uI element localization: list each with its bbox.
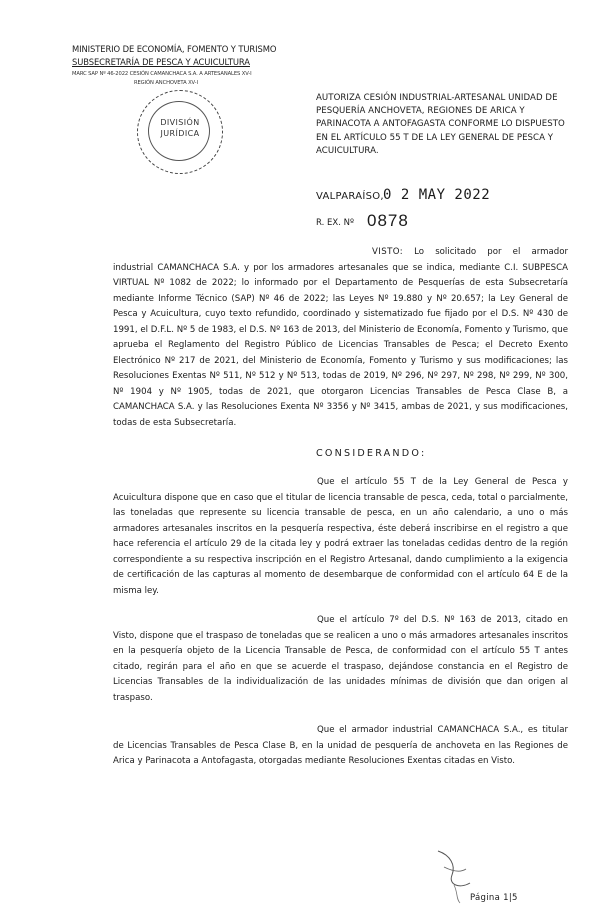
visto-text: Lo solicitado por el armador industrial CAMANCHACA S.A. y por los armadores artesanales que se indica, mediante C.I. SUBPESCA VIRTUAL Nº 1082 de 2022; lo informado por el Departamento de Pesquerías de esta Subsecretaría mediante Informe Técnico (SAP) Nº 46 de 2022; las Leyes Nº 19.880 y Nº 20.657; la Ley General de Pesca y Acuicultura, cuyo texto refundido, coordinado y sistematizado fue fijado por el D.S. Nº 430 de 1991, el D.F.L. Nº 5 de 1983, el D.S. Nº 163 de 2013, del Ministerio de Economía, Fomento y Turismo, que aprueba el Reglamento del Registro Público de Licencias Transables de Pesca; el Decreto Exento Electrónico Nº 217 de 2021, del Ministerio de Economía, Fomento y Turismo y sus modificaciones; las Resoluciones Exentas Nº 511, Nº 512 y Nº 513, todas de 2019, Nº 296, Nº 297, Nº 298, Nº 299, Nº 300, Nº 1904 y Nº 1905, todas de 2021, que otorgaron Licencias Transables de Pesca Clase B, a CAMANCHACA S.A. y las Resoluciones Exenta Nº 3356 y Nº 3415, ambas de 2021, y sus modificaciones, todas de esta Subsecretaría. (113, 247, 569, 428)
considerando-paragraph-3: Que el armador industrial CAMANCHACA S.A., es titular de Licencias Transables de Pesca Clase B, en la unidad de pesquería de anchoveta en las Regiones de Arica y Parinacota a Antofagasta, otorgadas mediante Resoluciones Exentas citadas en Visto. (113, 725, 568, 766)
considerando-heading: CONSIDERANDO: (316, 448, 427, 459)
visto-paragraph (113, 245, 568, 431)
subsecretaria-label: SUBSECRETARÍA DE PESCA Y ACUICULTURA (72, 57, 250, 67)
division-juridica-stamp (137, 90, 223, 174)
ministry-name: MINISTERIO DE ECONOMÍA, FOMENTO Y TURISMO (72, 44, 277, 54)
visto-label: VISTO: (372, 247, 404, 257)
considerando-paragraph-2: Que el artículo 7º del D.S. Nº 163 de 2013, citado en Visto, dispone que el traspaso de toneladas que se realicen a uno o más armadores artesanales inscritos en la pesquería objeto de la Licencia Transable de Pesca, de conformidad con el artículo 55 T antes citado, regirán para el año en que se acuerde el traspaso, dejándose constancia en el Registro de Licencias Transables de la individualización de las unidades mínimas de división que dan origen al traspaso. (113, 615, 568, 703)
reference-line-1: MARC SAP Nº 46-2022 CESIÓN CAMANCHACA S.A. A ARTESANALES XV-I (72, 71, 252, 77)
considerando-paragraph-1: Que el artículo 55 T de la Ley General de Pesca y Acuicultura dispone que en caso que el titular de licencia transable de pesca, ceda, total o parcialmente, las toneladas que represente su licencia transable de pesca, en un año calendario, a uno o más armadores artesanales inscritos en la pesquería respectiva, éste deberá inscribirse en el registro a que hace referencia el artículo 29 de la citada ley y podrá extraer las toneladas cedidas dentro de la región correspondiente a su respectiva inscripción en el Registro Artesanal, dando cumplimiento a la exigencia de certificación de las capturas al momento de desembarque de conformidad con el artículo 64 E de la misma ley. (113, 477, 568, 596)
reference-line-2: REGIÓN ANCHOVETA XV-I (134, 80, 198, 86)
resolution-label: R. EX. Nº (316, 218, 354, 228)
stamp-line-1: DIVISIÓN (160, 118, 200, 127)
subsecretaria-name (72, 57, 250, 68)
resolution-date: 0 2 MAY 2022 (383, 187, 491, 203)
page-number: Página 1|5 (470, 893, 518, 903)
resolution-number: 0878 (367, 211, 409, 230)
place-label: VALPARAÍSO, (316, 191, 384, 202)
resolution-title: AUTORIZA CESIÓN INDUSTRIAL-ARTESANAL UNIDAD DE PESQUERÍA ANCHOVETA, REGIONES DE ARICA Y PARINACOTA A ANTOFAGASTA CONFORME LO DISPUESTO EN EL ARTÍCULO 55 T DE LA LEY GENERAL DE PESCA Y ACUICULTURA. (316, 93, 565, 156)
stamp-line-2: JURÍDICA (160, 129, 200, 138)
